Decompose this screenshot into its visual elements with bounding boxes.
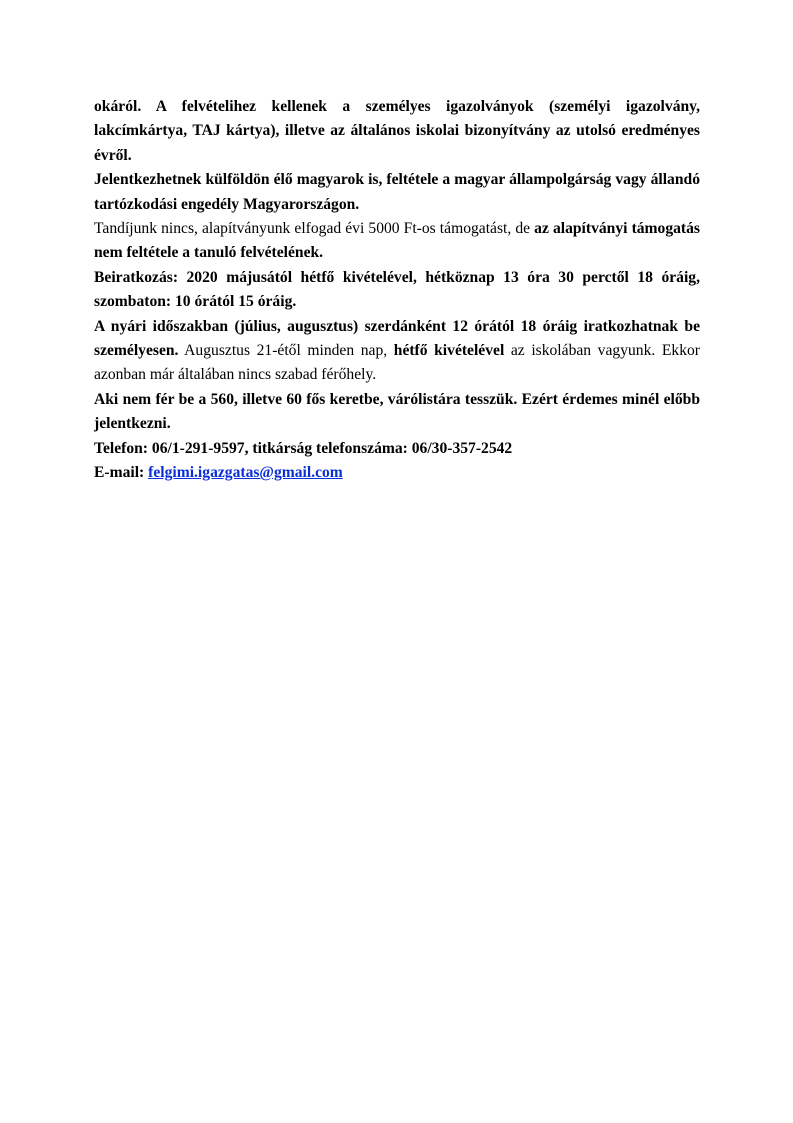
email-paragraph [94, 461, 700, 485]
document-page [94, 95, 700, 486]
summer-text-2: az iskolában vagyunk. Ekkor azonban már általában nincs szabad férőhely. [94, 342, 700, 384]
tuition-note-bold: az alapítványi támogatás nem feltétele a tanuló felvételének. [94, 220, 700, 262]
enrollment-hours-paragraph: Beiratkozás: 2020 májusától hétfő kivételével, hétköznap 13 óra 30 perctől 18 óráig, szombaton: 10 órától 15 óráig. [94, 268, 700, 311]
summer-enrollment-paragraph [94, 315, 700, 388]
foreign-applicants-paragraph: Jelentkezhetnek külföldön élő magyarok is, feltétele a magyar állampolgárság vagy állandó tartózkodási engedély Magyarországon. [94, 171, 700, 213]
waitlist-paragraph: Aki nem fér be a 560, illetve 60 fős keretbe, várólistára tesszük. Ezért érdemes minél előbb jelentkezni. [94, 390, 700, 433]
email-label: E-mail: [94, 464, 149, 482]
summer-text-1: Augusztus 21-étől minden nap, [178, 342, 394, 360]
required-documents-paragraph: okáról. A felvételihez kellenek a személyes igazolványok (személyi igazolvány, lakcímkártya, TAJ kártya), illetve az általános iskolai bizonyítvány az utolsó eredményes évről. [94, 98, 700, 164]
email-link[interactable]: felgimi.igazgatas@gmail.com [148, 464, 343, 482]
phone-paragraph: Telefon: 06/1-291-9597, titkárság telefonszáma: 06/30-357-2542 [94, 439, 513, 457]
summer-hours-bold: A nyári időszakban (július, augusztus) szerdánként 12 órától 18 óráig iratkozhatnak be személyesen. [94, 317, 700, 360]
tuition-paragraph [94, 217, 700, 266]
monday-exception-bold: hétfő kivételével [393, 342, 505, 360]
tuition-text: Tandíjunk nincs, alapítványunk elfogad évi 5000 Ft-os támogatást, de [94, 220, 535, 238]
